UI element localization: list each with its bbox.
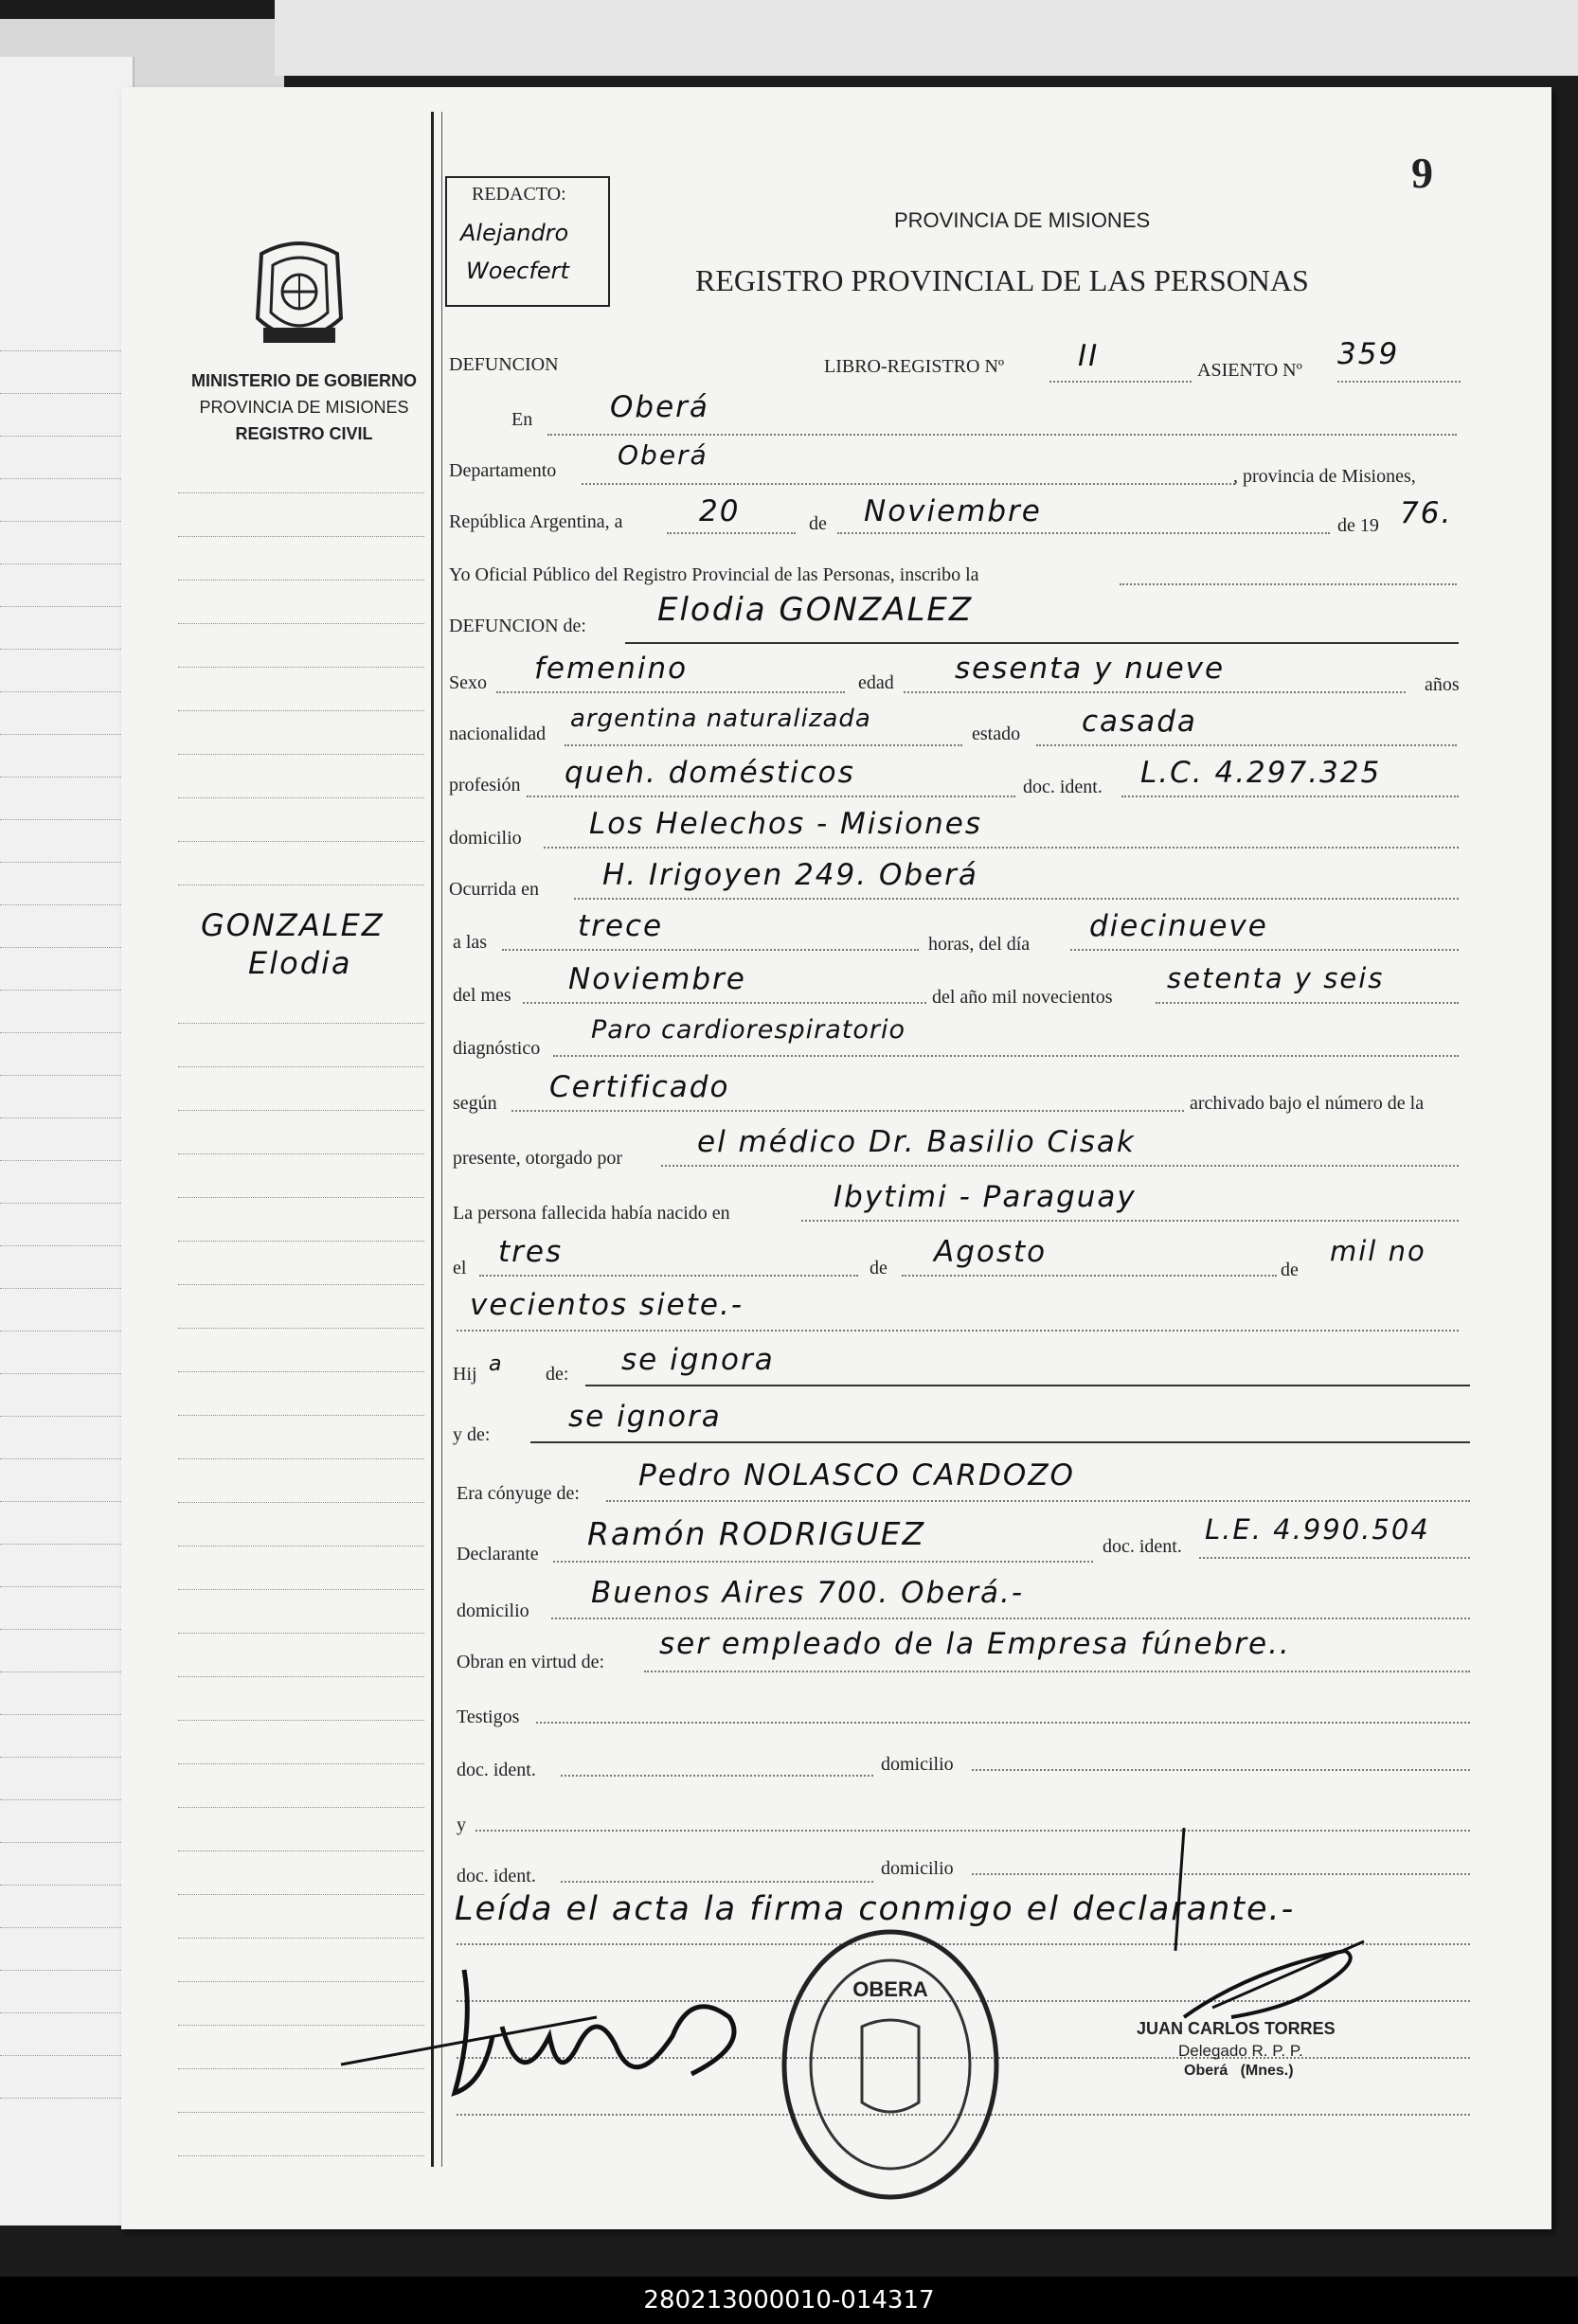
testigo2-domicilio-label: domicilio (881, 1858, 954, 1879)
profesion-value: queh. domésticos (565, 756, 855, 790)
domicilio-label: domicilio (449, 828, 522, 849)
hora-value: trece (578, 909, 664, 943)
horas-label: horas, del día (928, 934, 1031, 955)
ministry-line-1: MINISTERIO DE GOBIERNO (190, 371, 418, 390)
y-label: y (457, 1815, 466, 1835)
en-value: Oberá (610, 390, 709, 424)
declarante-value: Ramón RODRIGUEZ (587, 1515, 926, 1552)
nac-de1-label: de (870, 1258, 888, 1278)
mes-value: Noviembre (568, 962, 746, 996)
archivado-label: archivado bajo el número de la (1190, 1093, 1425, 1114)
conyuge-value: Pedro NOLASCO CARDOZO (638, 1458, 1075, 1493)
doc-ident-value: L.C. 4.297.325 (1140, 756, 1382, 790)
edad-label: edad (858, 672, 894, 693)
margin-note-surname: GONZALEZ (201, 907, 385, 943)
y-de-label: y de: (453, 1424, 491, 1445)
declarante-label: Declarante (457, 1544, 539, 1564)
republica-label: República Argentina, a (449, 511, 623, 532)
declarant-signature-icon (332, 1951, 767, 2140)
segun-value: Certificado (549, 1070, 730, 1104)
margin-note-given-name: Elodia (248, 945, 352, 981)
departamento-label: Departamento (449, 460, 557, 481)
declarante-domicilio-label: domicilio (457, 1600, 529, 1621)
declarante-domicilio-value: Buenos Aires 700. Oberá.- (591, 1576, 1025, 1610)
profesion-label: profesión (449, 775, 521, 796)
page-number: 9 (1411, 149, 1433, 197)
intro-text: Yo Oficial Público del Registro Provincial de las Personas, inscribo la (449, 564, 979, 585)
segun-label: según (453, 1093, 497, 1114)
de-label: de (809, 513, 827, 534)
inner-divider-line (441, 112, 442, 2167)
official-oval-seal-icon (777, 1922, 1004, 2207)
redacto-box (445, 176, 610, 307)
left-facing-page (0, 57, 134, 2226)
stamp-official-name: JUAN CARLOS TORRES (1137, 2019, 1336, 2038)
anios-label: años (1425, 674, 1460, 695)
nac-de2-label: de (1281, 1260, 1299, 1280)
dia-value: diecinueve (1089, 909, 1268, 943)
redacto-name-2: Woecfert (466, 258, 569, 284)
testigo1-doc-label: doc. ident. (457, 1760, 536, 1780)
header-title: REGISTRO PROVINCIAL DE LAS PERSONAS (695, 263, 1309, 297)
diagnostico-label: diagnóstico (453, 1038, 541, 1059)
stamp-official-city: Oberá (Mnes.) (1184, 2063, 1294, 2079)
madre-value: se ignora (568, 1400, 722, 1434)
testigos-label: Testigos (457, 1707, 520, 1727)
asiento-value: 359 (1337, 337, 1400, 371)
nac-dia-value: tres (498, 1235, 564, 1269)
hij-de-label: de: (546, 1364, 569, 1385)
doc-ident-label: doc. ident. (1023, 777, 1103, 797)
act-type-label: DEFUNCION (449, 354, 559, 375)
declarante-doc-label: doc. ident. (1103, 1536, 1182, 1557)
ministry-line-3: REGISTRO CIVIL (235, 424, 373, 443)
anio-value: setenta y seis (1167, 962, 1385, 994)
presente-label: presente, otorgado por (453, 1148, 623, 1169)
obran-value: ser empleado de la Empresa fúnebre.. (659, 1627, 1291, 1661)
nacido-value: Ibytimi - Paraguay (834, 1180, 1137, 1214)
nacido-label: La persona fallecida había nacido en (453, 1203, 730, 1224)
margin-divider-line (431, 112, 434, 2167)
nacionalidad-label: nacionalidad (449, 724, 547, 744)
diagnostico-value: Paro cardiorespiratorio (591, 1015, 906, 1045)
anio-label: del año mil novecientos (932, 987, 1113, 1008)
libro-label: LIBRO-REGISTRO Nº (824, 356, 1005, 377)
estado-label: estado (972, 724, 1021, 744)
edad-value: sesenta y nueve (955, 652, 1226, 686)
seal-city: OBERA (852, 1977, 928, 2001)
libro-value: II (1078, 339, 1100, 373)
provincia-suffix: , provincia de Misiones, (1233, 466, 1416, 487)
del-mes-label: del mes (453, 985, 511, 1006)
redacto-label: REDACTO: (472, 184, 566, 205)
top-background (275, 0, 1578, 76)
sexo-value: femenino (534, 652, 689, 686)
defuncion-de-label: DEFUNCION de: (449, 616, 586, 636)
testigo1-domicilio-label: domicilio (881, 1754, 954, 1775)
stamp-official-title: Delegado R. P. P. (1178, 2042, 1303, 2060)
estado-value: casada (1082, 705, 1197, 739)
nac-mes-value: Agosto (934, 1235, 1048, 1269)
deceased-name: Elodia GONZALEZ (657, 591, 974, 629)
presente-value: el médico Dr. Basilio Cisak (697, 1125, 1136, 1159)
departamento-value: Oberá (618, 439, 708, 471)
date-day: 20 (699, 494, 741, 528)
en-label: En (511, 409, 533, 430)
header-province: PROVINCIA DE MISIONES (894, 208, 1151, 232)
scan-id-footer: 280213000010-014317 (0, 2277, 1578, 2324)
padre-value: se ignora (621, 1343, 775, 1377)
sexo-label: Sexo (449, 672, 487, 693)
de19-label: de 19 (1337, 515, 1379, 536)
date-month: Noviembre (864, 494, 1042, 528)
asiento-label: ASIENTO Nº (1197, 360, 1302, 381)
testigo2-doc-label: doc. ident. (457, 1866, 536, 1886)
conyuge-label: Era cónyuge de: (457, 1483, 580, 1504)
declarante-doc-value: L.E. 4.990.504 (1205, 1513, 1430, 1546)
closing-statement: Leída el acta la firma conmigo el declarante.- (455, 1890, 1296, 1928)
ministry-line-2: PROVINCIA DE MISIONES (199, 398, 409, 417)
a-las-label: a las (453, 932, 488, 953)
hij-label: Hij (453, 1364, 477, 1385)
domicilio-value: Los Helechos - Misiones (589, 807, 982, 841)
nac-anio-part2: vecientos siete.- (470, 1288, 744, 1322)
el-label: el (453, 1258, 467, 1278)
nacionalidad-value: argentina naturalizada (570, 705, 871, 733)
obran-label: Obran en virtud de: (457, 1652, 605, 1672)
redacto-name-1: Alejandro (460, 220, 569, 246)
date-year: 76. (1400, 496, 1453, 530)
nac-anio-part1: mil no (1330, 1235, 1426, 1267)
ocurrida-value: H. Irigoyen 249. Oberá (602, 858, 978, 892)
hij-suffix: a (489, 1352, 502, 1376)
coat-of-arms-icon (242, 237, 356, 360)
ocurrida-label: Ocurrida en (449, 879, 539, 900)
